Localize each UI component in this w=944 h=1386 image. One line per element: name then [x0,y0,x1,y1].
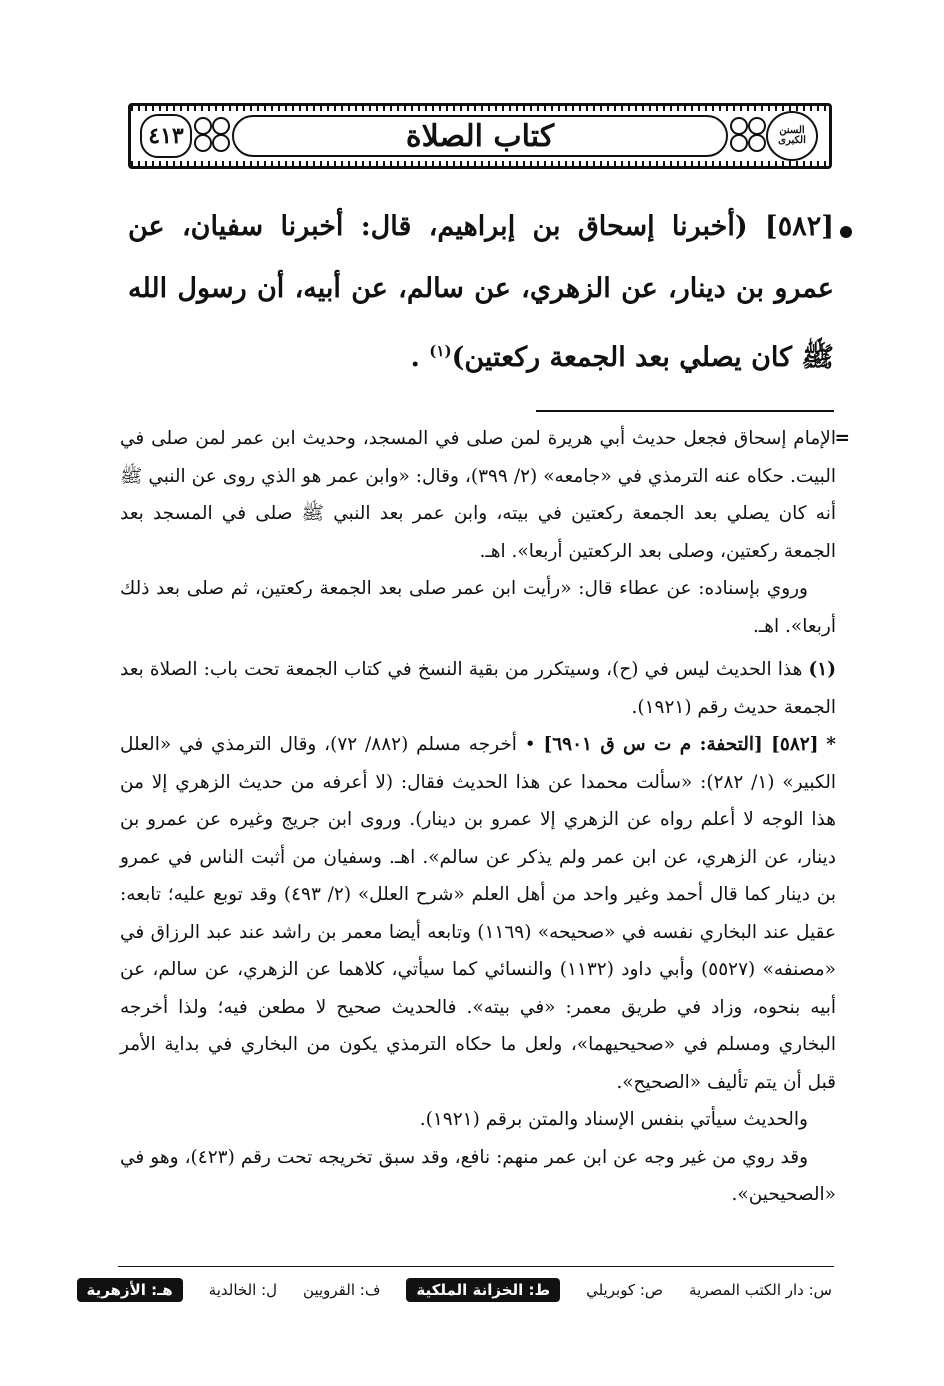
takhrij-head: [٥٨٢] [التحفة: م ت س ق ٦٩٠١] [543,734,819,755]
page-number: ٤١٣ [140,114,192,158]
footnote-1 [120,651,836,726]
hadith-text [128,196,834,389]
legend-item: ل: الخالدية [208,1281,278,1299]
note-sayati: والحديث سيأتي بنفس الإسناد والمتن برقم (١٩٢١). [419,1109,808,1130]
note-continuation [120,420,850,570]
publisher-seal-icon: السنن الكبرى [766,111,818,161]
footnote-ref: (١) [429,342,452,360]
takhrij [120,726,836,1101]
knot-ornament-icon [192,115,232,153]
note-atta: وروي بإسناده: عن عطاء قال: «رأيت ابن عمر صلى بعد الجمعة ركعتين، ثم صلى بعد ذلك أربعا». اهـ. [120,578,836,637]
takhrij-body: • أخرجه مسلم (٨٨٢/ ٧٢)، وقال الترمذي في «العلل الكبير» (١/ ٢٨٢): «سألت محمدا عن هذا الحديث فقال: (لا أعرفه من حديث الزهري إلا من هذا الوجه لا أعلم رواه عن الزهري إلا عمرو بن دينار). وروى ابن جريج وغيره عن عمرو بن دينار، عن الزهري، عن ابن عمر ولم يذكر عن سالم». اهـ. وسفيان من أثبت الناس في عمرو بن دينار كما قال أحمد وغير واحد من أهل العلم «شرح العلل» (٢/ ٤٩٣) وقد توبع عليه؛ تابعه: عقيل عند البخاري نفسه في «صحيحه» (١١٦٩) وتابعه أيضا معمر بن راشد عند عبد الرزاق في «مصنفه» (٥٥٢٧) وأبي داود (١١٣٢) والنسائي كما سيأتي، كلاهما عن الزهري، عن سالم، عن أبيه بنحوه، وزاد في طريق معمر: «في بيته». فالحديث صحيح لا مطعن فيه؛ ولذا أخرجه البخاري ومسلم في «صحيحيهما»، ولعل ما حكاه الترمذي يكون من البخاري في بداية الأمر قبل أن يتم تأليف «الصحيح». [120,734,836,1093]
continuation-mark: = [834,428,850,449]
legend-item: ط: الخزانة الملكية [406,1278,560,1302]
note-continuation-text: الإمام إسحاق فجعل حديث أبي هريرة لمن صلى في المسجد، وحديث ابن عمر لمن صلى في البيت. حكاه عنه الترمذي في «جامعه» (٢/ ٣٩٩)، وقال: «وابن عمر هو الذي روى عن النبي ﷺ أنه كان يصلي بعد الجمعة ركعتين في بيته، وابن عمر بعد النبي ﷺ صلى في المسجد بعد الجمعة ركعتين، وصلى بعد الركعتين أربعا». اهـ. [120,428,836,562]
legend-item: ف: القرويين [303,1281,381,1299]
footnote-1-text: هذا الحديث ليس في (ح)، وسيتكرر من بقية النسخ في كتاب الجمعة تحت باب: الصلاة بعد الجمعة حديث رقم (١٩٢١). [120,659,836,718]
footnote-1-number: (١) [808,659,836,680]
bullet-icon [840,226,852,238]
legend-item: ص: كوبريلي [586,1281,664,1299]
footnotes [120,420,850,1214]
hadith-number: [٥٨٢] [764,211,834,242]
manuscript-legend [86,1272,832,1308]
legend-item: هـ: الأزهرية [77,1278,183,1302]
page-header [128,103,832,169]
note-ruwiya: وقد روي من غير وجه عن ابن عمر منهم: نافع، وقد سبق تخريجه تحت رقم (٤٢٣)، وهو في «الصحيحين». [120,1146,836,1205]
legend-divider [118,1266,834,1267]
header-title-cartouche [232,115,728,157]
book-title: كتاب الصلاة [405,118,555,154]
legend-item: س: دار الكتب المصرية [689,1281,832,1299]
hadith-end: . [410,342,420,373]
knot-ornament-icon [728,115,768,153]
hadith-body: (أخبرنا إسحاق بن إبراهيم، قال: أخبرنا سفيان، عن عمرو بن دينار، عن الزهري، عن سالم، عن أبيه، أن رسول الله ﷺ كان يصلي بعد الجمعة ركعتين) [128,211,834,373]
footnote-divider [536,410,834,412]
takhrij-mark: * [826,734,836,755]
